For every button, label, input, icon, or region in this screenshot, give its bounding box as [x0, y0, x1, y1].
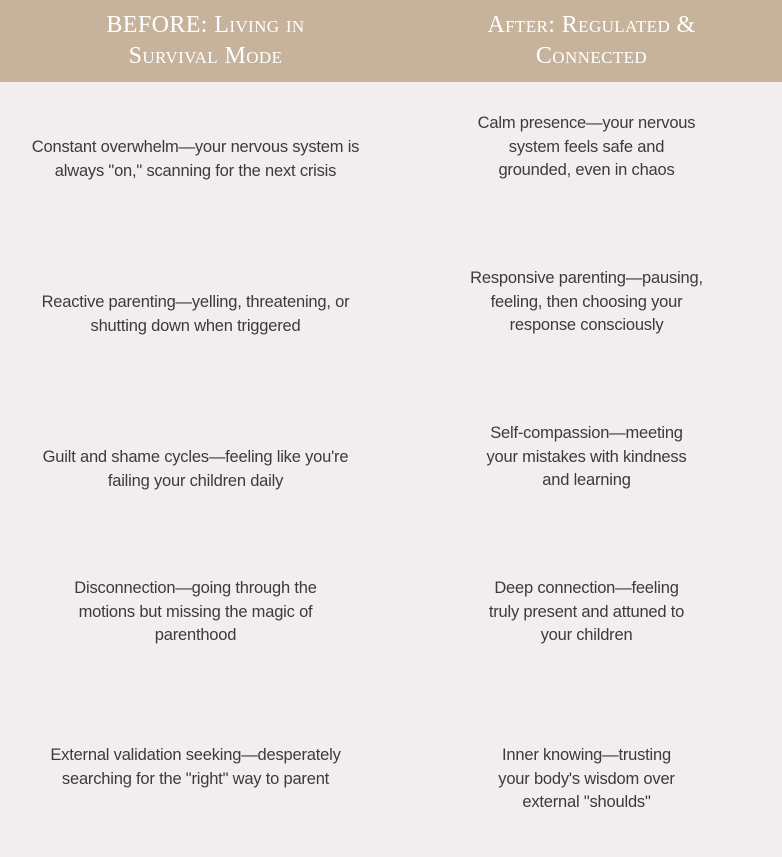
after-cell: [391, 702, 782, 857]
after-column-header: After: Regulated & Connected: [487, 12, 696, 69]
table-row: [0, 392, 782, 547]
after-text: Calm presence—your nervous system feels safe and grounded, even in chaos: [477, 114, 696, 180]
before-text: Disconnection—going through the motions but missing the magic of parenthood: [74, 579, 317, 645]
before-column-header: BEFORE: Living in Survival Mode: [106, 12, 305, 69]
before-cell: [0, 392, 391, 547]
table-row: [0, 547, 782, 702]
before-text: Guilt and shame cycles—feeling like you're failing your children daily: [42, 448, 349, 490]
before-text: Constant overwhelm—your nervous system is always "on," scanning for the next crisis: [31, 138, 360, 180]
before-text: Reactive parenting—yelling, threatening, or shutting down when triggered: [41, 293, 350, 335]
before-text: External validation seeking—desperately searching for the "right" way to parent: [50, 746, 341, 788]
table-row: [0, 237, 782, 392]
after-cell: [391, 237, 782, 392]
before-cell: [0, 702, 391, 857]
before-cell: [0, 82, 391, 237]
after-text: Responsive parenting—pausing, feeling, then choosing your response consciously: [470, 269, 703, 335]
after-text: Self-compassion—meeting your mistakes with kindness and learning: [486, 424, 687, 490]
table-header: [0, 0, 782, 82]
after-cell: [391, 547, 782, 702]
table-row: [0, 702, 782, 857]
after-text: Deep connection—feeling truly present and attuned to your children: [488, 579, 685, 645]
table-row: [0, 82, 782, 237]
before-cell: [0, 237, 391, 392]
after-cell: [391, 82, 782, 237]
before-cell: [0, 547, 391, 702]
after-text: Inner knowing—trusting your body's wisdom over external "shoulds": [498, 746, 675, 812]
after-cell: [391, 392, 782, 547]
